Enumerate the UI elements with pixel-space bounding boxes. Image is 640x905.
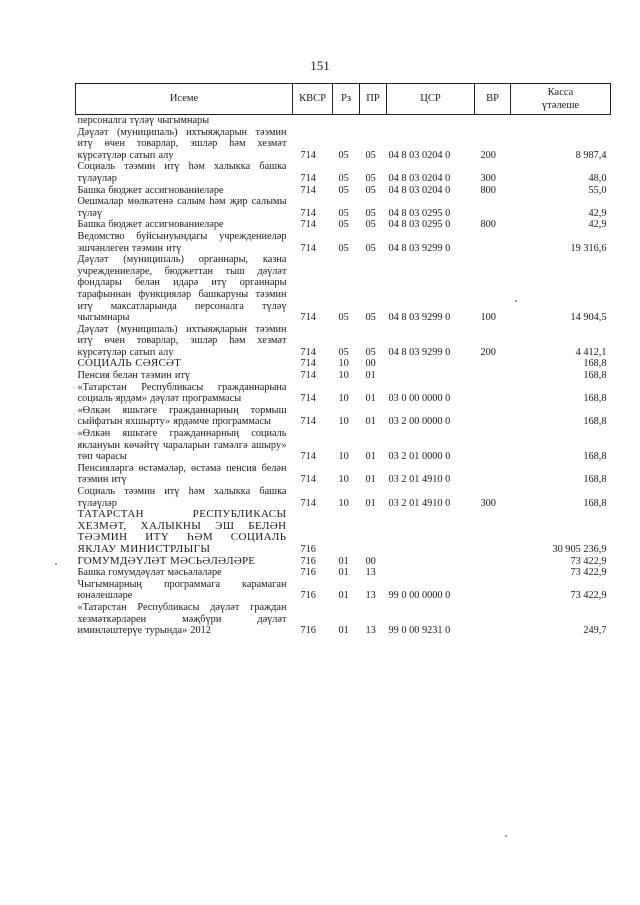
row-rz: 10 [338,497,349,509]
row-name: ТАТАРСТАН РЕСПУБЛИКАСЫ ХЕЗМӘТ, ХАЛЫКНЫ ЭШ БЕЛӘН ТӘЭМИН ИТҮ ҺӘМ СОЦИАЛЬ ЯКЛАУ МИНИСТРЛЫГЫ [77,508,287,555]
table-row [76,219,611,231]
row-vr [475,602,511,637]
row-amount: 168,8 [583,416,607,428]
table-row [76,486,611,509]
row-csr: 99 0 00 0000 0 [388,590,451,602]
row-vr [475,231,511,254]
row-csr: 03 2 01 4910 0 [388,497,451,509]
row-kvsr: 714 [300,358,316,370]
table-row [76,428,611,463]
row-name: «Өлкән яшьтәге гражданнарның социаль яклануын көчәйтү чараларын гамәлгә ашыру» төп чарасы [77,428,287,463]
row-kvsr: 714 [300,149,316,161]
row-pr: 00 [365,358,376,370]
row-csr [387,509,475,555]
row-csr: 03 2 01 0000 0 [388,451,451,463]
table-row [76,370,611,382]
row-kvsr: 714 [300,346,316,358]
row-csr: 03 0 00 0000 0 [388,393,451,405]
row-csr: 99 0 00 9231 0 [388,625,451,637]
table-row [76,405,611,428]
row-kvsr: 714 [300,370,316,382]
table-row [76,556,611,568]
header-name: Исеме [76,84,293,115]
row-pr: 01 [365,474,376,486]
row-rz: 10 [338,474,349,486]
row-amount: 19 316,6 [570,242,607,254]
table-row [76,567,611,579]
row-rz: 05 [338,242,349,254]
row-kvsr: 714 [300,312,316,324]
row-amount: 168,8 [583,451,607,463]
row-pr: 13 [365,590,376,602]
row-vr [475,579,511,602]
row-csr: 04 8 03 0204 0 [388,184,451,196]
header-cash-execution [511,84,611,115]
row-csr [387,370,475,382]
row-kvsr: 714 [300,207,316,219]
row-rz [333,115,360,127]
row-rz: 05 [338,184,349,196]
table-row [76,382,611,405]
row-name: Социаль тәэмин итү һәм халыкка башка түләүләр [77,486,287,509]
row-name: Оешмалар мөлкәтенә салым һәм җир салымы түләү [77,196,287,219]
row-csr: 04 8 03 0204 0 [388,149,451,161]
row-name: Ведомство буйсынуындагы учреждениеләр эшчәнлеген тәэмин итү [77,230,287,254]
row-vr: 200 [480,346,496,358]
row-vr [475,428,511,463]
row-rz: 01 [338,625,349,637]
table-header-row [76,84,611,115]
row-rz: 10 [338,451,349,463]
row-amount: 168,8 [583,474,607,486]
row-kvsr: 714 [300,242,316,254]
row-name: персоналга түләү чыгымнары [77,115,210,126]
row-csr: 03 2 00 0000 0 [388,416,451,428]
row-csr: 04 8 03 0295 0 [388,219,451,231]
row-rz [333,509,360,555]
row-vr: 100 [480,312,496,324]
row-pr: 01 [365,416,376,428]
row-name: Башка бюджет ассигнованиеләре [77,219,224,231]
row-rz: 01 [338,590,349,602]
row-kvsr: 716 [300,555,316,567]
row-kvsr: 716 [300,625,316,637]
row-vr [475,382,511,405]
row-kvsr: 714 [300,393,316,405]
row-pr: 01 [365,370,376,382]
row-rz: 10 [338,416,349,428]
row-kvsr: 714 [300,184,316,196]
table-row [76,602,611,637]
row-csr: 04 8 03 9299 0 [388,312,451,324]
row-amount: 42,9 [588,219,607,231]
row-rz: 05 [338,312,349,324]
row-rz: 05 [338,219,349,231]
row-csr: 04 8 03 9299 0 [388,346,451,358]
row-amount: 168,8 [583,393,607,405]
table-body [76,115,611,637]
row-vr: 200 [480,149,496,161]
row-rz: 05 [338,149,349,161]
row-kvsr: 714 [300,497,316,509]
row-kvsr: 716 [300,567,316,579]
row-rz: 05 [338,172,349,184]
row-vr [475,509,511,555]
table-row [76,463,611,486]
row-rz: 05 [338,207,349,219]
row-pr: 05 [365,172,376,184]
row-name: СОЦИАЛЬ СӘЯСӘТ [77,357,182,370]
row-csr [387,556,475,568]
row-vr [475,405,511,428]
row-amount: 249,7 [583,625,607,637]
row-vr [475,358,511,370]
row-vr [475,196,511,219]
row-name: Дәүләт (муниципаль) ихтыяҗларын тәэмин итү өчен товарлар, эшләр һәм хезмәт күрсәтүләр сатып алу [77,323,287,358]
row-vr [475,463,511,486]
row-amount: 168,8 [583,497,607,509]
row-vr [475,370,511,382]
row-vr [475,556,511,568]
row-name: Дәүләт (муниципаль) ихтыяҗларын тәэмин итү өчен товарлар, эшләр һәм хезмәт күрсәтүләр сатып алу [77,126,287,161]
row-kvsr: 714 [300,172,316,184]
row-pr: 05 [365,312,376,324]
row-kvsr: 714 [300,416,316,428]
row-rz: 10 [338,370,349,382]
row-kvsr: 714 [300,451,316,463]
header-kvsr: КВСР [293,84,333,115]
header-cash-line2: үтәлеше [541,100,580,111]
row-amount: 8 987,4 [575,149,607,161]
row-amount: 73 422,9 [570,567,607,579]
header-rz: Рз [333,84,360,115]
row-pr: 00 [365,555,376,567]
row-csr: 04 8 03 0295 0 [388,207,451,219]
row-name: ГОМУМДӘҮЛӘТ МӘСЬӘЛӘЛӘРЕ [77,554,256,567]
page-number: 151 [310,58,330,73]
table-row [76,115,611,127]
row-amount: 168,8 [583,370,607,382]
table-row [76,196,611,219]
scan-speck [515,300,517,302]
row-pr: 01 [365,497,376,509]
table-row [76,127,611,162]
row-amount: 55,0 [588,184,607,196]
row-pr: 05 [365,149,376,161]
row-vr [475,567,511,579]
row-csr: 03 2 01 4910 0 [388,474,451,486]
table-row [76,231,611,254]
row-name: «Татарстан Республикасы гражданнарына социаль ярдәм» дәүләт программасы [77,381,287,405]
row-rz: 10 [338,393,349,405]
row-amount [511,115,611,127]
row-vr: 800 [480,219,496,231]
row-vr [475,115,511,127]
row-name: Чыгымнарның программага карамаган юнәлешләре [77,578,287,602]
table-row [76,324,611,359]
row-rz: 10 [338,358,349,370]
budget-table [75,83,611,637]
row-name: «Өлкән яшьтәге гражданнарның тормыш сыйфатын яхшырту» ярдәмче программасы [77,404,287,428]
row-rz: 05 [338,346,349,358]
row-amount: 30 905 236,9 [552,543,607,555]
row-name: Пенсияләргә өстәмәләр, өстәмә пенсия белән тәэмин итү [77,462,287,486]
row-vr: 300 [480,172,496,184]
row-kvsr: 716 [300,590,316,602]
table-row [76,579,611,602]
row-vr: 800 [480,184,496,196]
row-amount: 42,9 [588,207,607,219]
row-pr [360,509,387,555]
row-pr: 13 [365,625,376,637]
row-csr: 04 8 03 9299 0 [388,242,451,254]
table-row [76,161,611,184]
row-pr: 01 [365,451,376,463]
row-pr: 05 [365,184,376,196]
row-pr: 05 [365,242,376,254]
row-amount: 73 422,9 [570,590,607,602]
row-vr: 300 [480,497,496,509]
row-name: Башка бюджет ассигнованиеләре [77,184,224,196]
row-csr [387,115,475,127]
row-csr [387,567,475,579]
row-amount: 48,0 [588,172,607,184]
row-amount: 14 904,5 [570,312,607,324]
row-name: Социаль тәэмин итү һәм халыкка башка түләүләр [77,161,287,184]
row-name: Башка гомумдәүләт мәсьәләләре [77,567,222,579]
table-row [76,509,611,555]
scan-speck [505,835,507,837]
row-name: «Татарстан Республикасы дәүләт граждан хезмәткәрләрен мәҗбүри дәүләт иминләштерүе турында» 2012 [77,601,287,637]
row-pr: 01 [365,393,376,405]
row-csr: 04 8 03 0204 0 [388,172,451,184]
row-amount: 73 422,9 [570,555,607,567]
row-rz: 01 [338,555,349,567]
header-vr: ВР [475,84,511,115]
row-csr [387,358,475,370]
row-name: Пенсия белән тәэмин итү [77,370,191,382]
row-pr: 05 [365,346,376,358]
row-pr: 13 [365,567,376,579]
scan-speck [55,563,57,565]
header-pr: ПР [360,84,387,115]
row-kvsr [293,115,333,127]
table-row [76,185,611,197]
table-row [76,254,611,324]
header-cash-line1: Касса [547,87,574,98]
row-kvsr: 714 [300,474,316,486]
row-kvsr: 716 [300,543,316,555]
row-kvsr: 714 [300,219,316,231]
row-amount: 4 412,1 [575,346,607,358]
row-pr: 05 [365,207,376,219]
row-rz: 01 [338,567,349,579]
row-name: Дәүләт (муниципаль) органнары, казна учреждениеләре, бюджеттан тыш дәүләт фондлары белән идарә итү органнары тарафыннан функцияләр башкаруны тәэмин итү максатларында персоналга түләү чыгымнары [77,254,287,324]
row-pr: 05 [365,219,376,231]
header-csr: ЦСР [387,84,475,115]
table-row [76,358,611,370]
row-amount: 168,8 [583,358,607,370]
row-pr [360,115,387,127]
